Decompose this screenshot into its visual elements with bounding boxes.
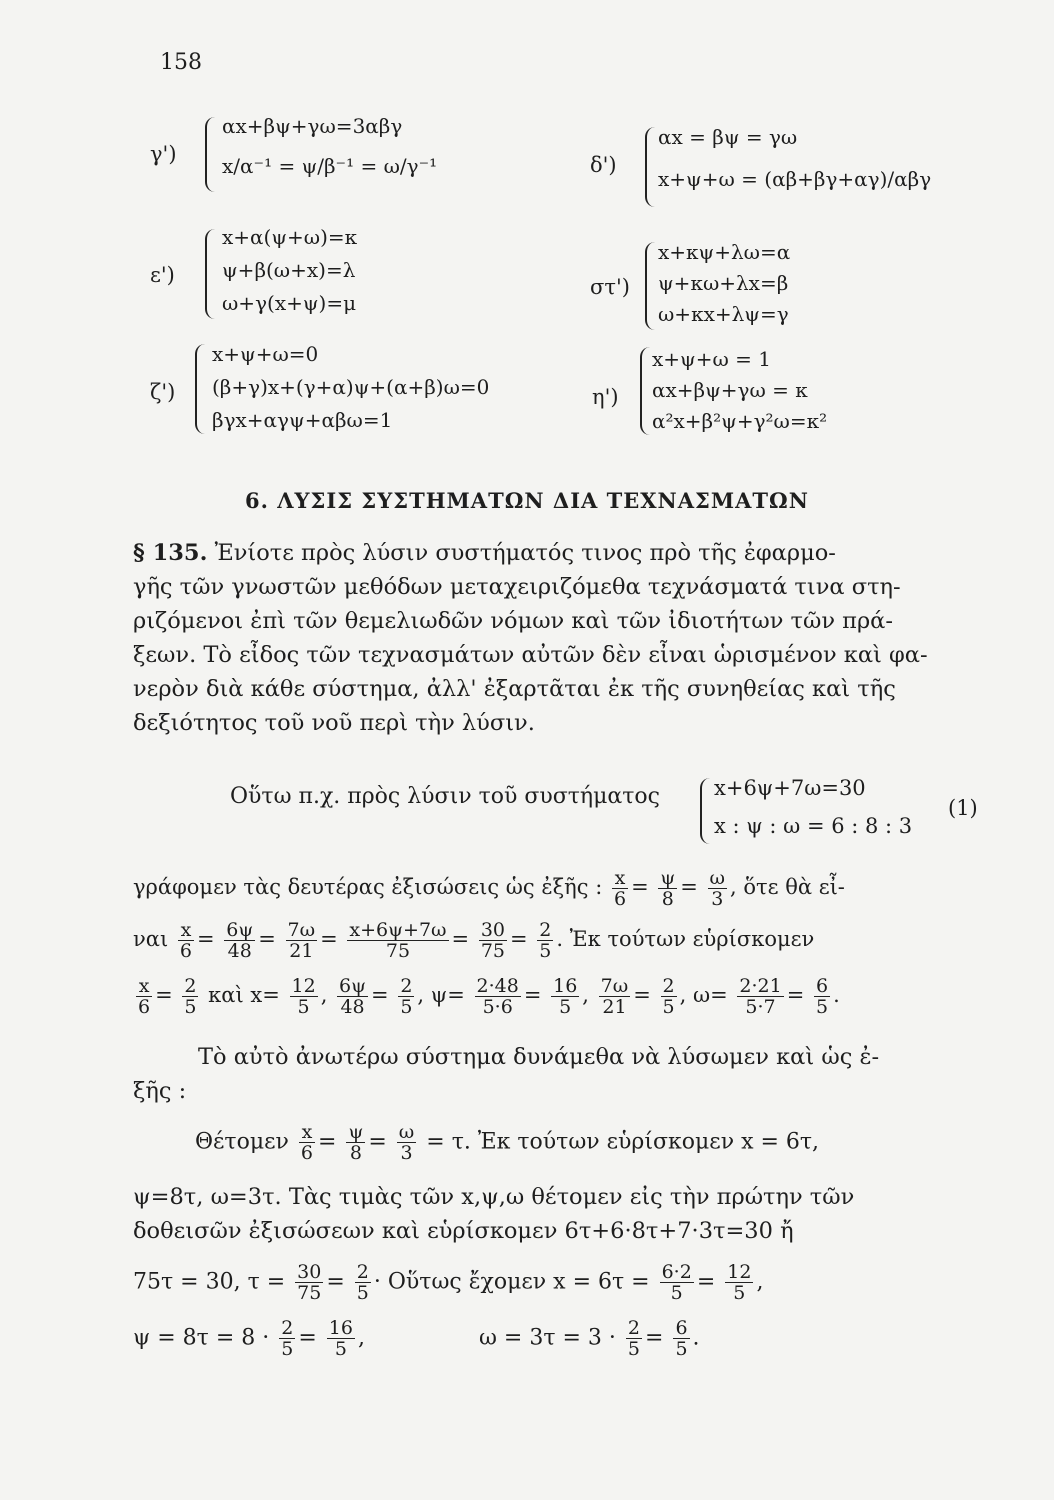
- equation: x+ψ+ω = 1: [652, 347, 771, 371]
- equation: x+α(ψ+ω)=κ: [222, 225, 358, 249]
- text: ψ = 8τ = 8 ·: [133, 1325, 270, 1351]
- text: Θέτομεν: [195, 1129, 289, 1155]
- equation: αx+βψ+γω=3αβγ: [222, 114, 403, 138]
- math-line-tau: 75τ = 30, τ = $\frac{30}{75}$ = $\frac{2}{5}$ · Οὕτως ἔχομεν x = 6τ = $\frac{6\cdot 2}{5}$ = $\frac{12}{5}$ ,: [133, 1261, 764, 1304]
- system-epsilon: [150, 225, 570, 325]
- equation: α²x+β²ψ+γ²ω=κ²: [652, 409, 828, 433]
- text: , ὅτε θὰ εἶ-: [730, 875, 845, 899]
- equation: x : ψ : ω = 6 : 8 : 3: [714, 814, 913, 838]
- equation: ψ+κω+λx=β: [658, 271, 789, 295]
- math-line-set: Θέτομεν $\frac{x}{6}$ = $\frac{\psi}{8}$ = $\frac{\omega}{3}$ = τ. Ἐκ τούτων εὑρίσκομεν x = 6τ,: [195, 1121, 820, 1164]
- text-line: γῆς τῶν γνωστῶν μεθόδων μεταχειριζόμεθα τεχνάσματά τινα στη-: [133, 574, 901, 600]
- system-zeta: [150, 340, 590, 440]
- text: ναι: [133, 927, 169, 951]
- text: γράφομεν τὰς δευτέρας ἐξισώσεις ὡς ἐξῆς :: [133, 875, 603, 899]
- math-line-results: $\frac{x}{6}$ = $\frac{2}{5}$ καὶ x= $\frac{12}{5}$ , $\frac{6\psi}{48}$ = $\frac{2}{5}$ , ψ= $\frac{2\cdot 48}{5\cdot 6}$ = $\frac{16}{5}$ , $\frac{7\omega}{21}$ = $\frac{2}{5}$ , ω= $\frac{2\cdot 21}{5\cdot 7}$ = $\frac{6}{5}$ .: [138, 975, 840, 1018]
- brace: [640, 347, 652, 435]
- brace: [205, 229, 217, 319]
- section-mark: § 135.: [133, 540, 208, 566]
- section-heading: 6. ΛΥΣΙΣ ΣΥΣΤΗΜΑΤΩΝ ΔΙΑ ΤΕΧΝΑΣΜΑΤΩΝ: [245, 488, 809, 513]
- equation: x+ψ+ω=0: [212, 342, 319, 366]
- math-line-ratios: ναι $\frac{x}{6}$ = $\frac{6\psi}{48}$ = $\frac{7\omega}{21}$ = $\frac{x+6\psi+7\omega}{75}$ = $\frac{30}{75}$ = $\frac{2}{5}$ . Ἐκ τούτων εὑρίσκομεν: [133, 919, 815, 962]
- text-line: δεξιότητος τοῦ νοῦ περὶ τὴν λύσιν.: [133, 710, 535, 736]
- text: καὶ: [208, 983, 244, 1007]
- equation: βγx+αγψ+αβω=1: [212, 408, 393, 432]
- example-intro: Οὕτω π.χ. πρὸς λύσιν τοῦ συστήματος: [230, 784, 660, 809]
- system-label: στ'): [590, 275, 630, 299]
- text: 75τ = 30, τ =: [133, 1269, 286, 1295]
- paragraph-values: [133, 1180, 854, 1248]
- text-line: νερὸν διὰ κάθε σύστημα, ἀλλ' ἐξαρτᾶται ἐκ τῆς συνηθείας καὶ τῆς: [133, 676, 896, 702]
- equation: (β+γ)x+(γ+α)ψ+(α+β)ω=0: [212, 375, 490, 399]
- system-delta: [590, 125, 1010, 215]
- equation: x+ψ+ω = (αβ+βγ+αγ)/αβγ: [658, 167, 932, 191]
- brace: [645, 127, 657, 207]
- equation: ψ+β(ω+x)=λ: [222, 258, 356, 282]
- equation: x/α⁻¹ = ψ/β⁻¹ = ω/γ⁻¹: [222, 154, 438, 178]
- equation: αx = βψ = γω: [658, 125, 798, 149]
- system-gamma: [150, 112, 570, 197]
- text-line: δοθεισῶν ἐξισώσεων καὶ εὑρίσκομεν 6τ+6·8τ+7·3τ=30 ἤ: [133, 1218, 794, 1244]
- page-number: 158: [160, 50, 202, 75]
- text: Οὕτως ἔχομεν x = 6τ =: [387, 1269, 650, 1295]
- brace: [700, 778, 712, 844]
- text-line: Τὸ αὐτὸ ἀνωτέρω σύστημα δυνάμεθα νὰ λύσωμεν καὶ ὡς ἐ-: [198, 1044, 880, 1070]
- equation: ω+κx+λψ=γ: [658, 302, 789, 326]
- paragraph-alternative: [133, 1040, 879, 1108]
- text-line: [133, 536, 928, 570]
- brace: [645, 242, 657, 330]
- system-label: ε'): [150, 263, 175, 287]
- text-line: ξῆς :: [133, 1078, 187, 1104]
- equation: ω+γ(x+ψ)=μ: [222, 291, 357, 315]
- example-system: [690, 774, 1010, 849]
- text: Ἐνίοτε πρὸς λύσιν συστήματός τινος πρὸ τῆς ἐφαρμο-: [214, 540, 836, 566]
- system-label: γ'): [150, 142, 177, 166]
- equation-number: (1): [948, 796, 978, 820]
- math-line-psi-omega: ψ = 8τ = 8 · $\frac{2}{5}$ = $\frac{16}{5}$ , ω = 3τ = 3 · $\frac{2}{5}$ = $\frac{6}{5}$ .: [133, 1317, 700, 1360]
- text-line: ξεων. Τὸ εἶδος τῶν τεχνασμάτων αὐτῶν δὲν εἶναι ὡρισμένον καὶ φα-: [133, 642, 928, 668]
- math-line-write: γράφομεν τὰς δευτέρας ἐξισώσεις ὡς ἐξῆς : $\frac{x}{6}$ = $\frac{\psi}{8}$ = $\frac{\omega}{3}$ , ὅτε θὰ εἶ-: [133, 867, 845, 910]
- brace: [205, 117, 217, 192]
- equation: x+κψ+λω=α: [658, 240, 791, 264]
- system-stigma: [590, 240, 1010, 340]
- text: . Ἐκ τούτων εὑρίσκομεν: [556, 927, 815, 951]
- text: ω = 3τ = 3 ·: [478, 1325, 616, 1351]
- text: = τ. Ἐκ τούτων εὑρίσκομεν x = 6τ,: [426, 1129, 820, 1155]
- system-label: δ'): [590, 153, 617, 177]
- system-label: ζ'): [150, 380, 176, 404]
- paragraph-135: [133, 536, 928, 740]
- system-eta: [592, 345, 1012, 445]
- equation: αx+βψ+γω = κ: [652, 378, 808, 402]
- system-label: η'): [592, 385, 619, 409]
- text-line: ριζόμενοι ἐπὶ τῶν θεμελιωδῶν νόμων καὶ τῶν ἰδιοτήτων τῶν πρά-: [133, 608, 893, 634]
- brace: [195, 344, 207, 434]
- equation: x+6ψ+7ω=30: [714, 776, 866, 800]
- text-line: ψ=8τ, ω=3τ. Τὰς τιμὰς τῶν x,ψ,ω θέτομεν εἰς τὴν πρώτην τῶν: [133, 1184, 855, 1210]
